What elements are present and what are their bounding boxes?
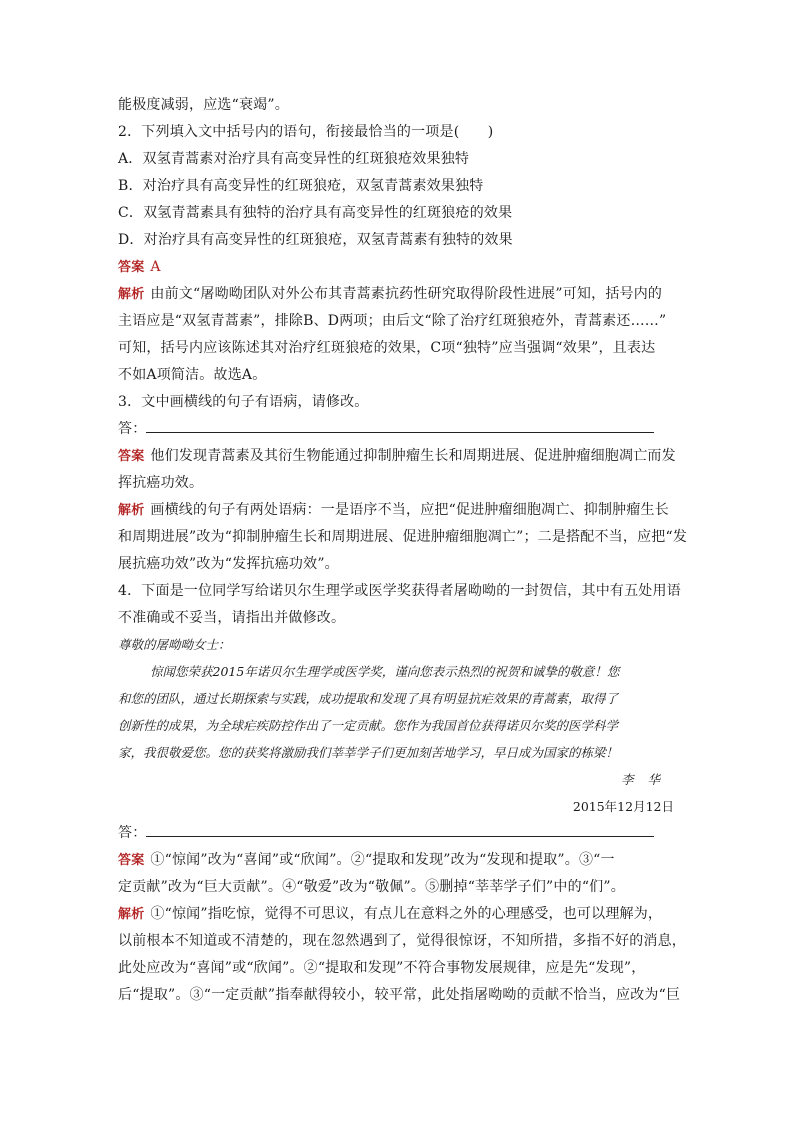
explanation-4 [118,901,678,928]
option-a: A．双氢青蒿素对治疗具有高变异性的红斑狼疮效果独特 [118,151,470,167]
document-page [118,92,688,1009]
text-line: 和周期进展”改为“抑制肿瘤生长和周期进展、促进肿瘤细胞凋亡”；二是搭配不当，应把“发 [118,529,688,545]
letter-line: 和您的团队，通过长期探索与实践，成功提取和发现了具有明显抗疟效果的青蒿素，取得了 [118,691,619,706]
question-4: 4．下面是一位同学写给诺贝尔生理学或医学奖获得者屠呦呦的一封贺信，其中有五处用语 [118,583,681,599]
text-line: 不准确或不妥当，请指出并做修改。 [118,610,346,626]
answer-label: 答案 [118,853,145,868]
letter-signature: 李华 [620,772,674,787]
letter-line: 家，我很敬爱您。您的获奖将激励我们莘莘学子们更加刻苦地学习，早日成为国家的栋梁！ [118,745,619,760]
answer-blank-4 [118,820,678,847]
letter-line: 创新性的成果，为全球疟疾防控作出了一定贡献。您作为我国首位获得诺贝尔奖的医学科学 [118,718,619,733]
text-line: 此处应改为“喜闻”或“欣闻”。②“提取和发现”不符合事物发展规律，应是先“发现”， [118,960,646,976]
question-2: 2．下列填入文中括号内的语句，衔接最恰当的一项是( ) [118,124,494,140]
text-line: 不如A项简洁。故选A。 [118,367,267,383]
text-line: 主语应是“双氢青蒿素”，排除B、D两项；由后文“除了治疗红斑狼疮外，青蒿素还……” [118,313,667,329]
explanation-2 [118,281,678,308]
letter-line: 惊闻您荣获2015年诺贝尔生理学或医学奖，谨向您表示热烈的祝贺和诚挚的敬意！您 [150,664,620,679]
explanation-text: 画横线的句子有两处语病：一是语序不当，应把“促进肿瘤细胞凋亡、抑制肿瘤生长 [150,502,669,518]
answer-prompt: 答： [118,421,147,437]
answer-4 [118,847,678,874]
text-line: 以前根本不知道或不清楚的，现在忽然遇到了，觉得很惊讶，不知所措，多指不好的消息， [118,933,686,949]
answer-text: 他们发现青蒿素及其衍生物能通过抑制肿瘤生长和周期进展、促进肿瘤细胞凋亡而发 [150,448,676,464]
explanation-label: 解析 [118,907,145,922]
explanation-label: 解析 [118,503,145,518]
answer-underline[interactable] [146,418,654,433]
letter-date: 2015年12月12日 [572,799,674,814]
answer-3 [118,443,678,470]
answer-label: 答案 [118,260,145,275]
answer-prompt: 答： [118,825,147,841]
explanation-3 [118,497,678,524]
answer-2 [118,254,678,281]
explanation-text: ①“惊闻”指吃惊，觉得不可思议，有点儿在意料之外的心理感受，也可以理解为， [150,906,663,922]
question-3: 3．文中画横线的句子有语病，请修改。 [118,394,369,410]
text-line: 可知，括号内应该陈述其对治疗红斑狼疮的效果，C项“独特”应当强调“效果”，且表达 [118,340,656,356]
explanation-text: 由前文“屠呦呦团队对外公布其青蒿素抗药性研究取得阶段性进展”可知，括号内的 [150,286,663,302]
text-line: 能极度减弱，应选“衰竭”。 [118,97,289,113]
option-d: D．对治疗具有高变异性的红斑狼疮，双氢青蒿素有独特的效果 [118,232,513,248]
answer-text: A [150,259,161,275]
answer-blank-3 [118,416,678,443]
option-c: C．双氢青蒿素具有独特的治疗具有高变异性的红斑狼疮的效果 [118,205,513,221]
explanation-label: 解析 [118,287,145,302]
text-line: 定贡献”改为“巨大贡献”。④“敬爱”改为“敬佩”。⑤删掉“莘莘学子们”中的“们”。 [118,879,625,895]
letter-greeting: 尊敬的屠呦呦女士： [118,637,231,652]
answer-text: ①“惊闻”改为“喜闻”或“欣闻”。②“提取和发现”改为“发现和提取”。③“一 [150,852,615,868]
text-line: 挥抗癌功效。 [118,475,204,491]
option-b: B．对治疗具有高变异性的红斑狼疮，双氢青蒿素效果独特 [118,178,484,194]
answer-underline[interactable] [146,822,654,837]
text-line: 展抗癌功效”改为“发挥抗癌功效”。 [118,556,339,572]
text-line: 后“提取”。③“一定贡献”指奉献得较小，较平常，此处指屠呦呦的贡献不恰当，应改为“巨 [118,987,681,1003]
answer-label: 答案 [118,449,145,464]
